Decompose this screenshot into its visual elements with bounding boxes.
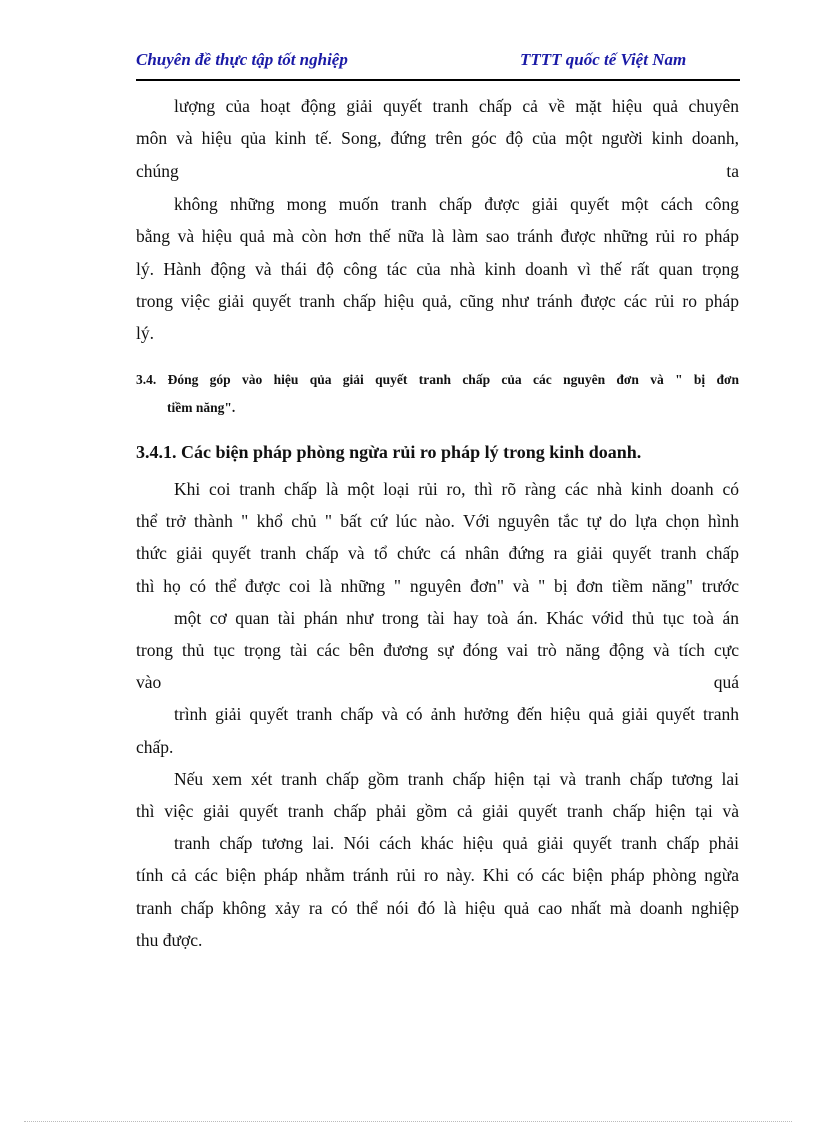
paragraph-line: lý. xyxy=(136,323,154,343)
paragraph-line: tranh chấp tương lai. Nói cách khác hiệu quả giải quyết tranh chấp phải xyxy=(174,833,739,853)
paragraph-line: tính cả các biện pháp nhằm tránh rủi ro này. Khi có các biện pháp phòng ngừa xyxy=(136,865,739,885)
section-heading-3-4-1: 3.4.1. Các biện pháp phòng ngừa rủi ro pháp lý trong kinh doanh. xyxy=(136,442,642,462)
page-header xyxy=(136,50,740,72)
paragraph-line: trình giải quyết tranh chấp và có ảnh hưởng đến hiệu quả giải quyết tranh xyxy=(174,704,739,724)
paragraph-line-left-word: vào xyxy=(136,672,162,692)
header-right-title: TTTT quốc tế Việt Nam xyxy=(520,50,687,69)
paragraph-line: thức giải quyết tranh chấp và tổ chức cá nhân đứng ra giải quyết tranh chấp xyxy=(136,543,739,563)
paragraph-line-left-word: chúng xyxy=(136,161,179,181)
paragraph-line: trong thủ tục trọng tài các bên đương sự đóng vai trò năng động và tích cực xyxy=(136,640,739,660)
paragraph-line: chấp. xyxy=(136,737,174,757)
paragraph-line-right-word: quá xyxy=(713,672,739,692)
paragraph-line: tranh chấp không xảy ra có thể nói đó là hiệu quả cao nhất mà doanh nghiệp xyxy=(136,898,739,918)
paragraph-line: môn và hiệu qủa kinh tế. Song, đứng trên góc độ của một người kinh doanh, xyxy=(136,128,739,148)
header-rule xyxy=(136,79,740,81)
paragraph-line: Khi coi tranh chấp là một loại rủi ro, thì rõ ràng các nhà kinh doanh có xyxy=(174,479,739,499)
paragraph-line-right-word: ta xyxy=(726,161,739,181)
paragraph-line: thu được. xyxy=(136,930,203,950)
section-heading-3-4: 3.4. Đóng góp vào hiệu qủa giải quyết tranh chấp của các nguyên đơn và " bị đơn xyxy=(136,372,739,387)
paragraph-line: thì việc giải quyết tranh chấp phải gồm cả giải quyết tranh chấp hiện tại và xyxy=(136,801,739,821)
section-heading-3-4-cont: tiềm năng". xyxy=(167,400,236,415)
paragraph-line: lý. Hành động và thái độ công tác của nhà kinh doanh vì thế rất quan trọng xyxy=(136,259,739,279)
paragraph-line: không những mong muốn tranh chấp được giải quyết một cách công xyxy=(174,194,739,214)
paragraph-line: một cơ quan tài phán như trong tài hay toà án. Khác vớid thủ tục toà án xyxy=(174,608,739,628)
paragraph-line: Nếu xem xét tranh chấp gồm tranh chấp hiện tại và tranh chấp tương lai xyxy=(174,769,739,789)
paragraph-line: bằng và hiệu quả mà còn hơn thế nữa là làm sao tránh được những rủi ro pháp xyxy=(136,226,739,246)
paragraph-line: lượng của hoạt động giải quyết tranh chấp cả về mặt hiệu quả chuyên xyxy=(174,96,739,116)
header-left-title: Chuyên đề thực tập tốt nghiệp xyxy=(136,50,348,69)
paragraph-line: trong việc giải quyết tranh chấp hiệu quả, cũng như tránh được các rủi ro pháp xyxy=(136,291,739,311)
page-bottom-border xyxy=(24,1121,792,1122)
paragraph-line: thì họ có thể được coi là những " nguyên đơn" và " bị đơn tiềm năng" trước xyxy=(136,576,739,596)
paragraph-line: thể trở thành " khổ chủ " bất cứ lúc nào. Với nguyên tắc tự do lựa chọn hình xyxy=(136,511,739,531)
